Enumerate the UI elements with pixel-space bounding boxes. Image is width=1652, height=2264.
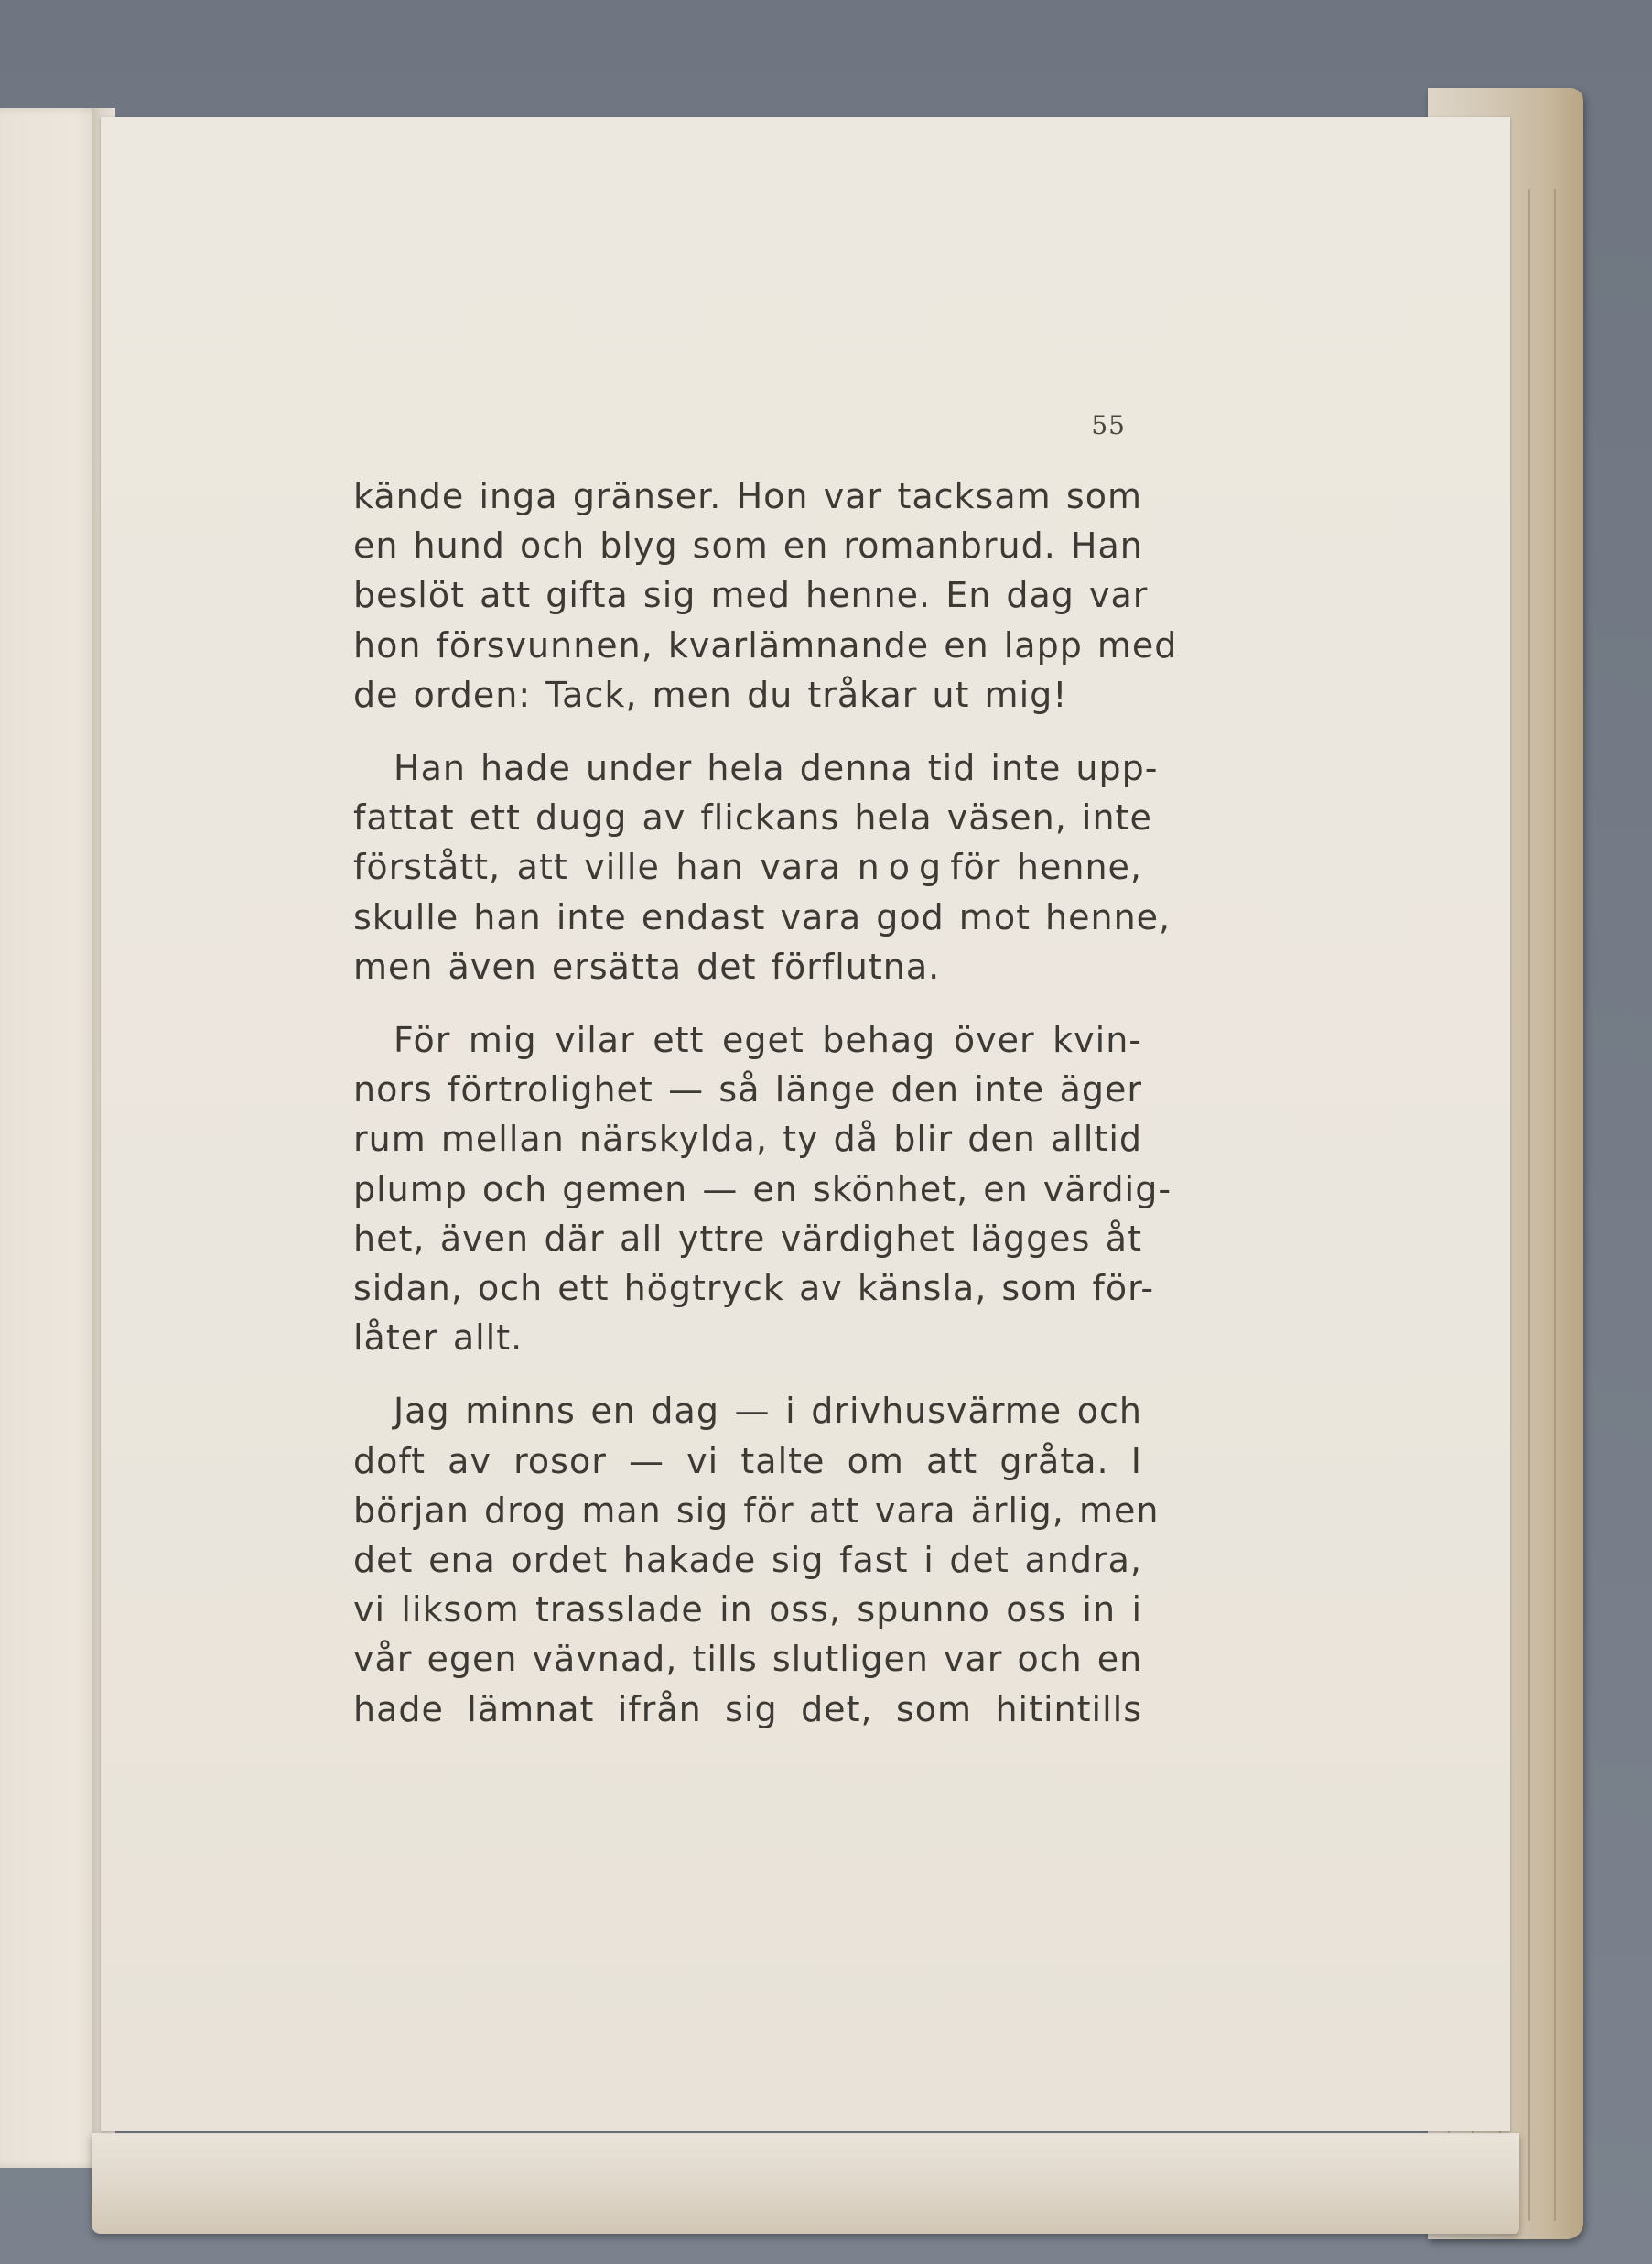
paragraph [353,1386,1160,1733]
spaced-word: nog [857,847,951,888]
paragraph-gap [353,720,1142,743]
text-line: hon försvunnen, kvarlämnande en lapp med [353,624,1178,666]
page-edge-line [1554,189,1556,2221]
page-number: 55 [1091,410,1126,440]
paragraph [353,471,1178,720]
text-line: en hund och blyg som en romanbrud. Han [353,525,1143,567]
text-line: skulle han inte endast vara god mot henne, [353,896,1172,937]
paragraph-gap [353,991,1142,1015]
text-line: Han hade under hela denna tid inte upp- [394,748,1159,789]
text-line: hade lämnat ifrån sig det, som hitintills [353,1688,1142,1729]
body-text [353,471,1178,1734]
text-line: sidan, och ett högtryck av känsla, som för- [353,1268,1155,1309]
text-line: För mig vilar ett eget behag över kvin- [394,1020,1142,1061]
text-line: fattat ett dugg av flickans hela väsen, inte [353,797,1152,839]
text-fragment: förstått, att ville han vara [353,847,842,888]
text-line: men även ersätta det förflutna. [353,946,941,987]
paragraph [353,743,1172,991]
page-edge-line [1528,189,1530,2221]
text-line: vi liksom trasslade in oss, spunno oss in i [353,1589,1142,1630]
paragraph-gap [353,1362,1142,1386]
text-fragment: för henne, [950,847,1142,888]
bottom-page-stack [92,2133,1519,2234]
text-line: Jag minns en dag — i drivhusvärme och [394,1391,1142,1432]
text-line: de orden: Tack, men du tråkar ut mig! [353,674,1068,715]
text-line: början drog man sig för att vara ärlig, men [353,1489,1160,1531]
text-line: beslöt att gifta sig med henne. En dag var [353,575,1149,616]
text-line: det ena ordet hakade sig fast i det andra, [353,1540,1142,1581]
paragraph [353,1015,1172,1362]
text-line: plump och gemen — en skönhet, en värdig- [353,1168,1172,1209]
text-line: het, även där all yttre värdighet lägges åt [353,1218,1142,1259]
text-line: rum mellan närskylda, ty då blir den alltid [353,1119,1142,1160]
text-line: doft av rosor — vi talte om att gråta. I [353,1440,1142,1481]
text-line: kände inga gränser. Hon var tacksam som [353,476,1142,516]
text-line: vår egen vävnad, tills slutligen var och en [353,1639,1143,1680]
text-line: nors förtrolighet — så länge den inte äger [353,1069,1142,1110]
text-line-emphasis [353,842,1142,892]
text-line: låter allt. [353,1317,524,1359]
